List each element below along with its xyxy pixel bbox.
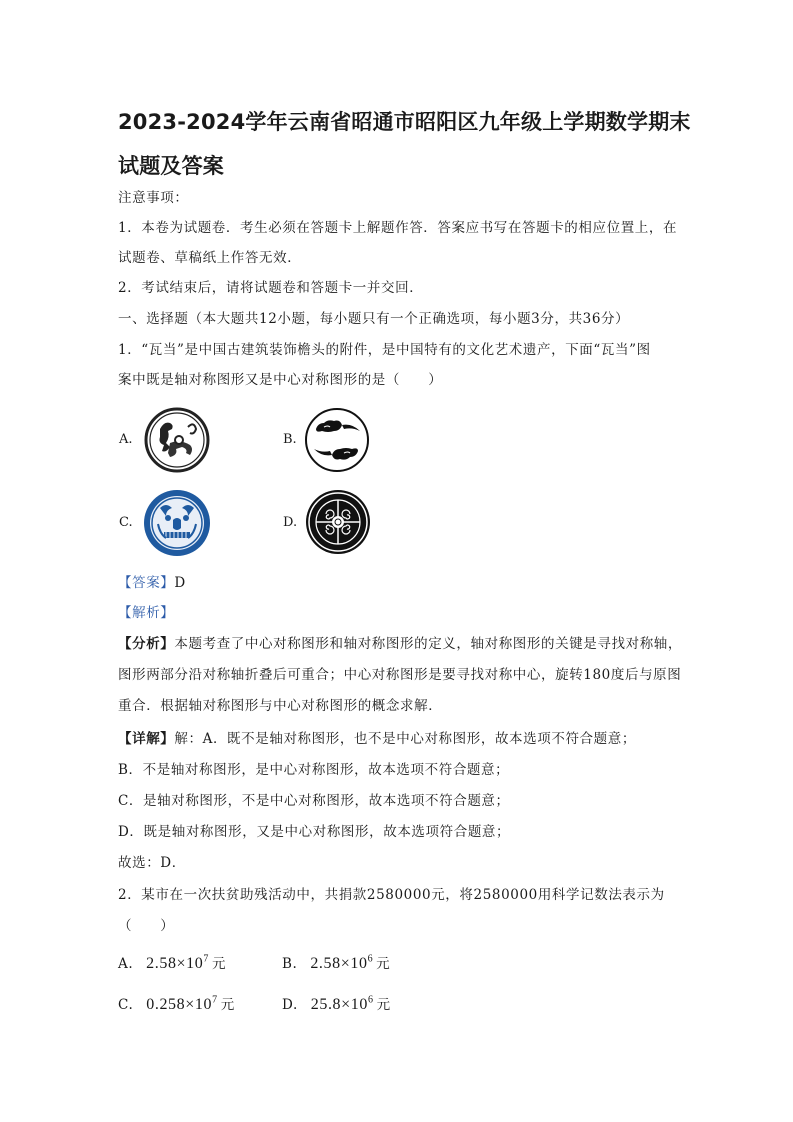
q2-option-d-value: $25.8\times 10^6$: [310, 994, 374, 1013]
fenxi-line-2: 图形两部分沿对称轴折叠后可重合；中心对称图形是要寻找对称中心，旋转180度后与原图: [118, 667, 682, 683]
notice-heading: 注意事项：: [118, 190, 189, 206]
q2-option-a-value: $2.58\times 10^7$: [146, 953, 209, 972]
xiangjie-line-3: C．是轴对称图形，不是中心对称图形，故本选项不符合题意；: [118, 793, 510, 809]
page-title: [118, 100, 698, 188]
xiangjie-line-4: D．既是轴对称图形，又是中心对称图形，故本选项符合题意；: [118, 824, 511, 840]
q1-stem-line-1: 1．“瓦当”是中国古建筑装饰檐头的附件，是中国特有的文化艺术遗产，下面“瓦当”图: [118, 342, 651, 358]
q2-option-a-unit: 元: [212, 956, 227, 972]
q2-option-b-label: B.: [282, 956, 298, 972]
q1-conclusion: 故选：D．: [118, 855, 186, 871]
beast-face-tile-icon: [142, 488, 212, 558]
q1-option-b-label: B.: [283, 432, 297, 447]
q1-option-d-label: D.: [283, 515, 298, 530]
fenxi-tag: 【分析】: [118, 636, 175, 652]
notice-1-line-2: 试题卷、草稿纸上作答无效．: [118, 250, 302, 266]
q1-answer: [118, 571, 186, 591]
q1-option-a-label: A.: [119, 432, 133, 447]
q2-option-c-unit: 元: [220, 997, 235, 1013]
title-line-1: 2023-2024学年云南省昭通市昭阳区九年级上学期数学期末: [118, 110, 691, 134]
q2-option-a: [118, 952, 226, 973]
section-heading: 一、选择题（本大题共12小题，每小题只有一个正确选项，每小题3分，共36分）: [118, 311, 630, 327]
xiangjie-tag: 【详解】: [118, 731, 175, 747]
q2-option-b-value: $2.58\times 10^6$: [310, 953, 374, 972]
q2-option-b: [282, 952, 390, 973]
tiger-tile-icon: [144, 407, 210, 473]
q2-option-c-value: $0.258\times 10^7$: [146, 994, 218, 1013]
fenxi-text-1: 本题考查了中心对称图形和轴对称图形的定义，轴对称图形的关键是寻找对称轴，: [174, 636, 683, 652]
fenxi-line-3: 重合．根据轴对称图形与中心对称图形的概念求解．: [118, 698, 443, 714]
title-line-2: 试题及答案: [118, 154, 224, 178]
xiangjie-line-1: [118, 727, 636, 747]
q2-option-c: [118, 993, 235, 1014]
q2-stem-line-1: 2．某市在一次扶贫助残活动中，共捐款2580000元，将2580000用科学记数法表示为: [118, 887, 665, 903]
answer-tag: 【答案】: [118, 575, 175, 591]
q1-stem-line-2: 案中既是轴对称图形又是中心对称图形的是（ ）: [118, 372, 443, 388]
xiangjie-text-1: 解：A．既不是轴对称图形，也不是中心对称图形，故本选项不符合题意；: [174, 731, 636, 747]
q2-option-d-unit: 元: [376, 997, 391, 1013]
fenxi-line-1: [118, 632, 682, 652]
q2-option-d: [282, 993, 391, 1014]
notice-1-line-1: 1．本卷为试题卷．考生必须在答题卡上解题作答．答案应书写在答题卡的相应位置上，在: [118, 220, 678, 236]
q1-option-c-label: C.: [119, 515, 133, 530]
answer-value: D: [174, 575, 186, 591]
q2-stem-line-2: （ ）: [118, 918, 175, 934]
analysis-tag: 【解析】: [118, 605, 175, 621]
q2-option-a-label: A.: [118, 956, 134, 972]
xiangjie-line-2: B．不是轴对称图形，是中心对称图形，故本选项不符合题意；: [118, 762, 510, 778]
cloud-tile-icon: [304, 407, 370, 473]
cross-spiral-tile-icon: [304, 488, 372, 556]
q2-option-b-unit: 元: [376, 956, 391, 972]
notice-2: 2．考试结束后，请将试题卷和答题卡一并交回．: [118, 280, 424, 296]
q2-option-c-label: C.: [118, 997, 134, 1013]
q2-option-d-label: D.: [282, 997, 298, 1013]
